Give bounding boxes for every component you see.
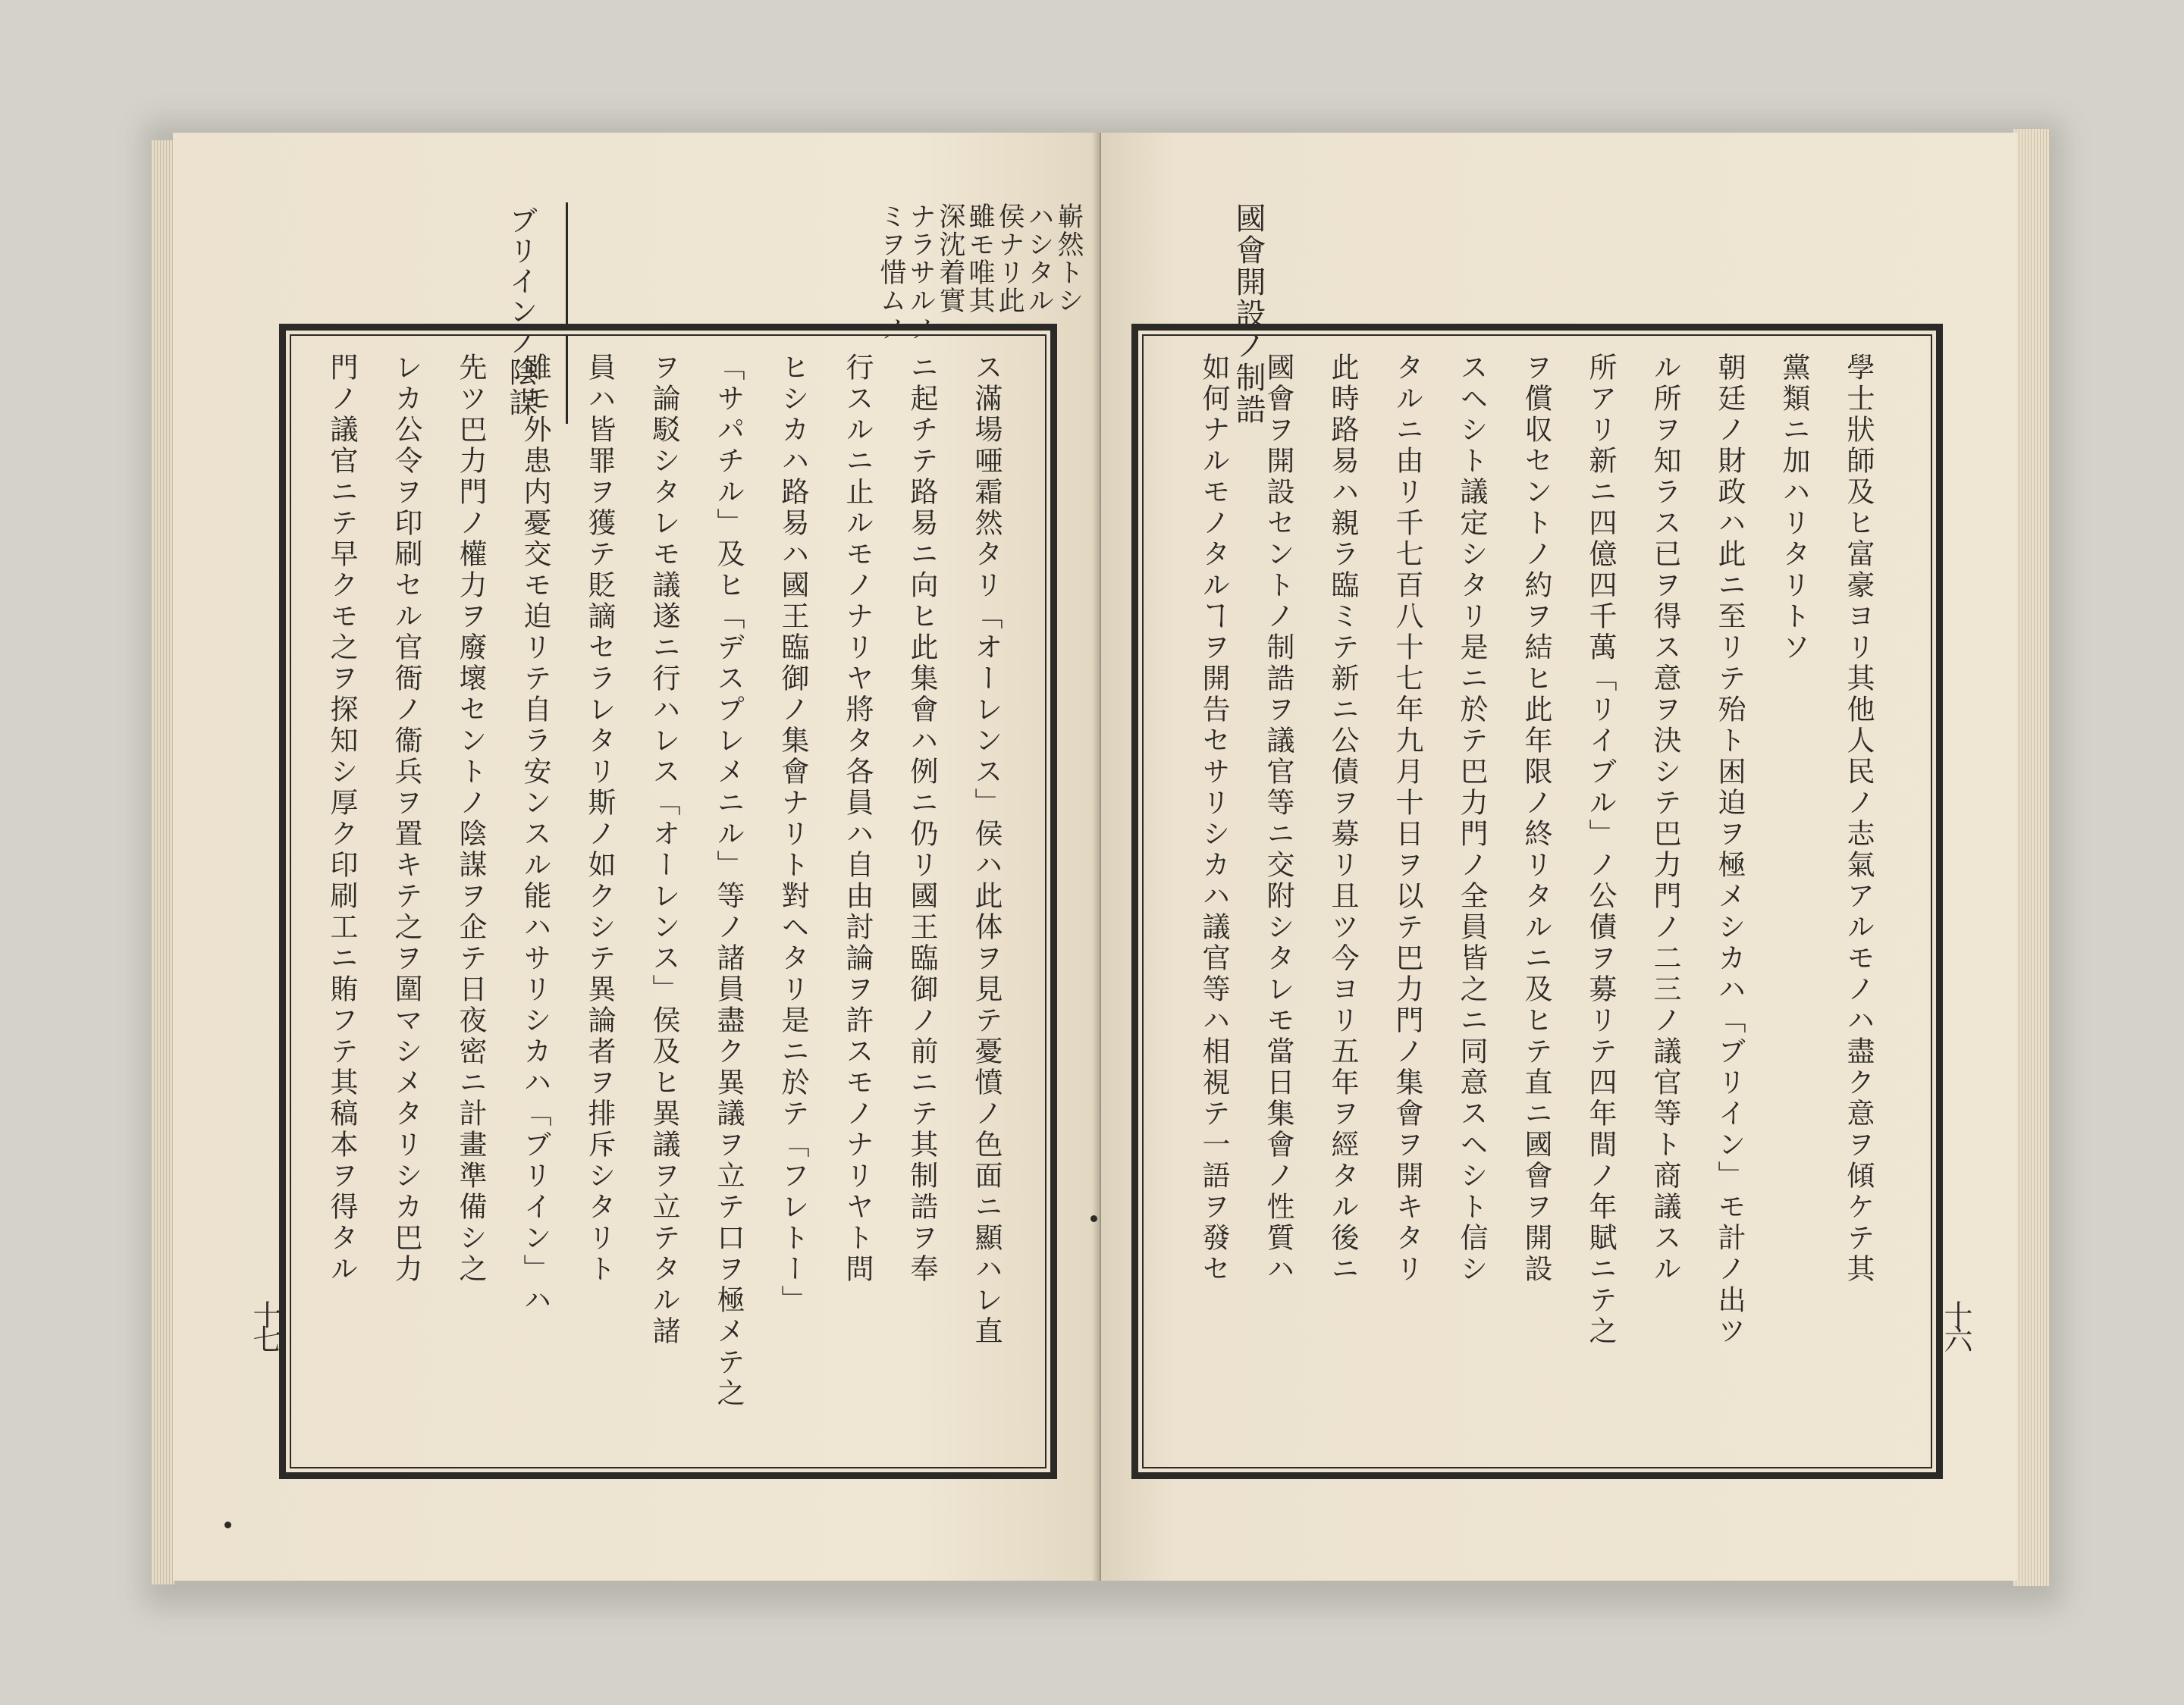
headnote-line: 深沈着實 bbox=[935, 202, 965, 315]
text-column: 國會ヲ開設セントノ制誥ヲ議官等ニ交附シタレモ當日集會ノ性質ハ bbox=[1262, 353, 1294, 1285]
text-column: 門ノ議官ニテ早クモ之ヲ探知シ厚ク印刷工ニ賄フテ其稿本ヲ得タル bbox=[325, 353, 358, 1285]
text-column: 所アリ新ニ四億四千萬「リイブル」ノ公債ヲ募リテ四年間ノ年賦ニテ之 bbox=[1584, 353, 1617, 1347]
binding-hole bbox=[1090, 1215, 1097, 1222]
headnote-title: ブリインノ陰謀 bbox=[504, 205, 538, 418]
text-column: 朝廷ノ財政ハ此ニ至リテ殆ト困迫ヲ極メシカハ「ブリイン」モ計ノ出ツ bbox=[1713, 353, 1746, 1347]
headnote-line: 嶄然トシ bbox=[1053, 202, 1084, 315]
right-page-edges bbox=[2013, 129, 2050, 1586]
headnote-line: 侯ナリ此 bbox=[994, 202, 1025, 315]
text-column: スヘシト議定シタリ是ニ於テ巴力門ノ全員皆之ニ同意スヘシト信シ bbox=[1455, 353, 1488, 1285]
headnote-title: 國會開設ノ制誥 bbox=[1231, 202, 1266, 425]
headnote-line: 雖モ唯其 bbox=[965, 202, 995, 315]
text-column: 先ツ巴力門ノ權力ヲ廢壞セントノ陰謀ヲ企テ日夜密ニ計畫準備シ之 bbox=[454, 353, 487, 1285]
text-column: ル所ヲ知ラス已ヲ得ス意ヲ決シテ巴力門ノ二三ノ議官等ト商議スル bbox=[1649, 353, 1681, 1285]
text-column: ヲ償収セントノ約ヲ結ヒ此年限ノ終リタルニ及ヒテ直ニ國會ヲ開設 bbox=[1520, 353, 1552, 1285]
text-column: 員ハ皆罪ヲ獲テ貶謫セラレタリ斯ノ如クシテ異論者ヲ排斥シタリト bbox=[583, 353, 616, 1285]
right-page bbox=[1101, 133, 2017, 1581]
text-column: ス滿場唖霜然タリ「オーレンス」侯ハ此体ヲ見テ憂憤ノ色面ニ顯ハレ直 bbox=[970, 353, 1003, 1347]
page-number: 十六 bbox=[1939, 1300, 1972, 1349]
text-column: 黨類ニ加ハリタリトソ bbox=[1778, 353, 1810, 663]
text-column: ニ起チテ路易ニ向ヒ此集會ハ例ニ仍リ國王臨御ノ前ニテ其制誥ヲ奉 bbox=[905, 353, 938, 1285]
page-number: 十七 bbox=[248, 1300, 281, 1349]
text-column: レカ公令ヲ印刷セル官衙ノ衞兵ヲ置キテ之ヲ圍マシメタリシカ巴力 bbox=[390, 353, 422, 1285]
speck bbox=[224, 1522, 231, 1528]
text-column: 學士狀師及ヒ富豪ヨリ其他人民ノ志氣アルモノハ盡ク意ヲ傾ケテ其 bbox=[1842, 353, 1875, 1285]
text-column: 行スルニ止ルモノナリヤ將タ各員ハ自由討論ヲ許スモノナリヤト問 bbox=[841, 353, 874, 1285]
text-column: 此時路易ハ親ラ臨ミテ新ニ公債ヲ募リ且ツ今ヨリ五年ヲ經タル後ニ bbox=[1326, 353, 1359, 1285]
text-column: 如何ナルモノタルヿヲ開告セサリシカハ議官等ハ相視テ一語ヲ發セ bbox=[1197, 353, 1230, 1285]
text-column: ヒシカハ路易ハ國王臨御ノ集會ナリト對ヘタリ是ニ於テ「フレトー」 bbox=[777, 353, 809, 1316]
text-column: ヲ論駁シタレモ議遂ニ行ハレス「オーレンス」侯及ヒ異議ヲ立テタル諸 bbox=[648, 353, 680, 1347]
left-page bbox=[173, 133, 1100, 1581]
text-column: 「サパチル」及ヒ「デスプレメニル」等ノ諸員盡ク異議ヲ立テ口ヲ極メテ之 bbox=[712, 353, 745, 1409]
text-column: 雖モ外患内憂交モ迫リテ自ラ安ンスル能ハサリシカハ「ブリイン」ハ bbox=[519, 353, 551, 1316]
left-page-edges bbox=[152, 140, 174, 1584]
headnote-line: ナラサルノ bbox=[905, 202, 936, 343]
headnote-line: ミヲ惜ムノ bbox=[876, 202, 906, 343]
text-column: タルニ由リ千七百八十七年九月十日ヲ以テ巴力門ノ集會ヲ開キタリ bbox=[1391, 353, 1423, 1285]
headnote-line: ハシタル bbox=[1024, 202, 1054, 315]
